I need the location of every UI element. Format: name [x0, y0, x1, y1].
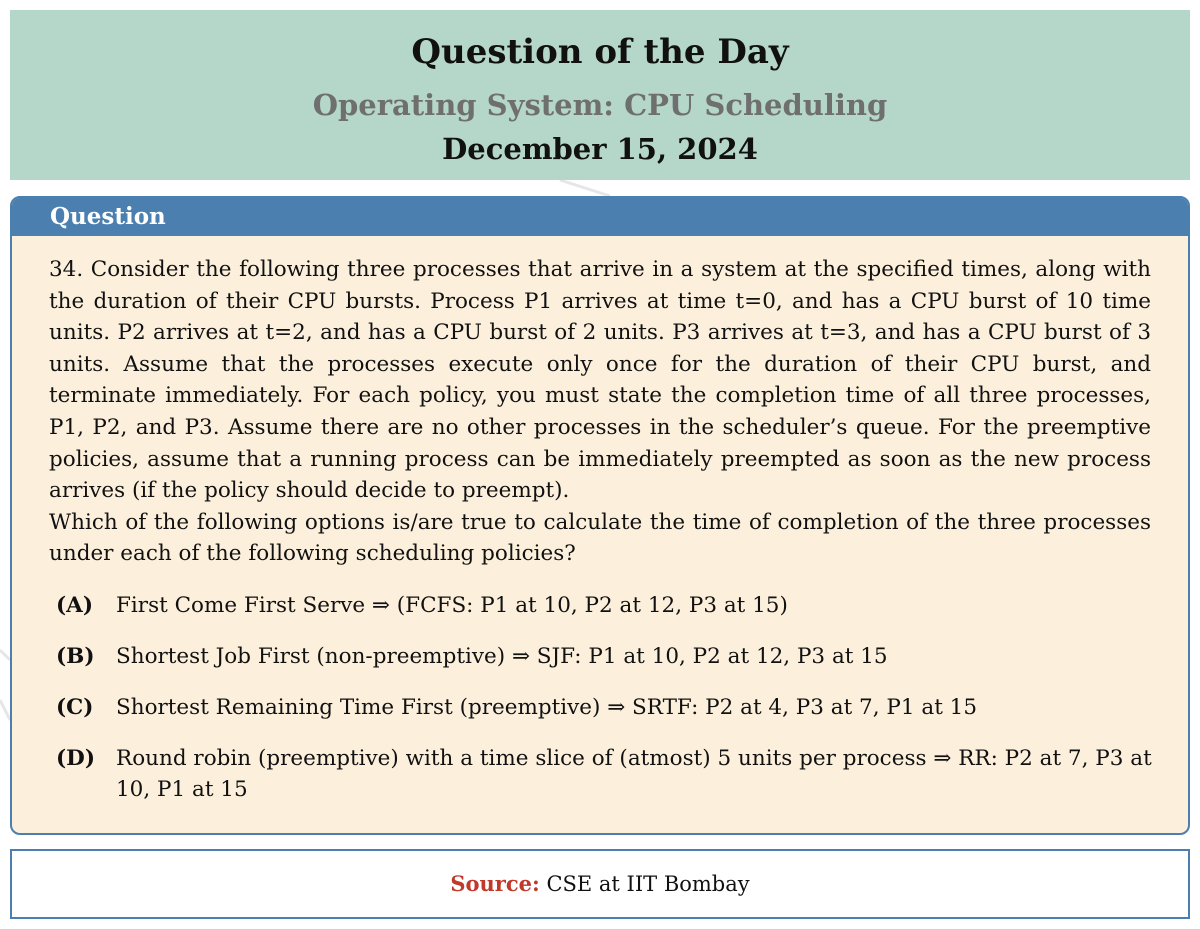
question-prompt: Which of the following options is/are true to calculate the time of completion of the three processes under each of the following scheduling policies? [49, 509, 1151, 567]
option-c[interactable] [56, 692, 1156, 723]
option-text: Shortest Job First (non-preemptive) ⇒ SJF: P1 at 10, P2 at 12, P3 at 15 [116, 644, 888, 669]
source-text: CSE at IIT Bombay [546, 872, 750, 896]
option-b[interactable] [56, 641, 1156, 672]
question-box [10, 196, 1190, 835]
source-footer [10, 849, 1190, 919]
title-banner [10, 10, 1190, 180]
question-text: 34. Consider the following three processes that arrive in a system at the specified times, along with the duration of their CPU bursts. Process P1 arrives at time t=0, and has a CPU burst of 10 time units. P2 arrives at t=2, and has a CPU burst of 2 units. P3 arrives at t=3, and has a CPU burst of 3 units. Assume that the processes execute only once for the duration of their CPU burst, and terminate immediately. For each policy, you must state the completion time of all three processes, P1, P2, and P3. Assume there are no other processes in the scheduler’s queue. For the preemptive policies, assume that a running process can be immediately preempted as soon as the new process arrives (if the policy should decide to preempt). [49, 257, 1151, 504]
page-title: Question of the Day [411, 32, 789, 72]
source-label: Source: [450, 871, 540, 896]
options-list [56, 590, 1156, 825]
option-d[interactable] [56, 743, 1156, 805]
option-label: (D) [56, 746, 95, 771]
option-text: Round robin (preemptive) with a time slice of (atmost) 5 units per process ⇒ RR: P2 at 7, P3 at 10, P1 at 15 [116, 746, 1152, 802]
question-heading: Question [12, 198, 1188, 236]
option-a[interactable] [56, 590, 1156, 621]
option-label: (C) [56, 695, 94, 720]
page-subtitle: Operating System: CPU Scheduling [312, 88, 888, 122]
option-text: First Come First Serve ⇒ (FCFS: P1 at 10, P2 at 12, P3 at 15) [116, 593, 788, 618]
page-date: December 15, 2024 [442, 132, 758, 166]
option-label: (A) [56, 593, 94, 618]
option-text: Shortest Remaining Time First (preemptive) ⇒ SRTF: P2 at 4, P3 at 7, P1 at 15 [116, 695, 978, 720]
option-label: (B) [56, 644, 95, 669]
question-body [49, 254, 1151, 570]
